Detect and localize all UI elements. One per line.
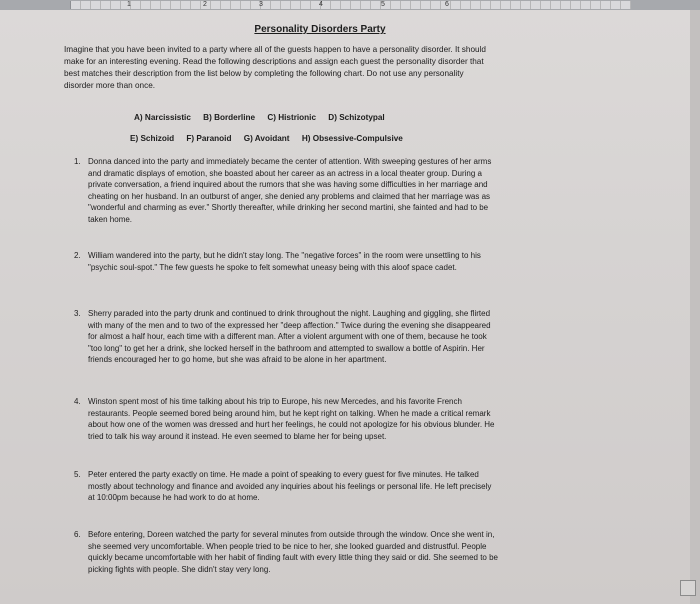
- ruler-tick: 4: [319, 1, 323, 8]
- option-label: H) Obsessive-Compulsive: [301, 134, 403, 143]
- option-label: F) Paranoid: [186, 134, 232, 143]
- document-title: Personality Disorders Party: [254, 24, 386, 35]
- ruler-marks: [71, 1, 631, 9]
- ruler-track: [70, 1, 631, 9]
- ruler-tick: 2: [203, 1, 207, 8]
- question-text: Peter entered the party exactly on time. He made a point of speaking to every guest for five minutes. He talked mostly about technology and finance and avoided any inquiries about his feelings or personal life. He left precisely at 10:00pm because he had work to do at home.: [88, 470, 492, 503]
- question-item: [74, 396, 498, 442]
- question-number: 1.: [74, 157, 81, 166]
- document-page[interactable]: [0, 10, 700, 604]
- option-label: G) Avoidant: [243, 134, 290, 143]
- question-text: Donna danced into the party and immediately became the center of attention. With sweeping gestures of her arms and dramatic displays of emotion, she boasted about her career as an actress in a local theater group. During a private conversation, a friend inquired about the rumors that she was having some difficulties in her marriage and cheating on her husband. In an outburst of anger, she denied any problems and claimed that her marriage was as "wonderful and charming as ever." Shortly thereafter, while drinking her second martini, she fainted and had to be taken home.: [88, 157, 492, 224]
- ruler-tick: 5: [381, 1, 385, 8]
- question-item: [74, 529, 499, 575]
- scrollbar[interactable]: [690, 10, 700, 604]
- question-number: 2.: [74, 251, 81, 260]
- question-text: Winston spent most of his time talking about his trip to Europe, his new Mercedes, and his favorite French restaurants. People seemed bored being around him, but he kept right on talking. When he made a critical remark about how one of the women was dressed and hurt her feelings, he could not apologize for his obvious blunder. He tried to talk his way around it instead. He even seemed to blame her for being upset.: [88, 397, 495, 441]
- question-number: 3.: [74, 309, 81, 318]
- option-label: B) Borderline: [203, 113, 256, 122]
- option-label: E) Schizoid: [130, 134, 175, 143]
- question-number: 5.: [74, 470, 81, 479]
- options-row-1: [134, 113, 395, 122]
- question-item: [74, 156, 498, 226]
- question-text: William wandered into the party, but he didn't stay long. The "negative forces" in the room were unsettling to his "psychic soul-spot." The few guests he spoke to felt somewhat uneasy being with this aloof space cadet.: [88, 251, 481, 272]
- question-item: [74, 308, 498, 366]
- question-text: Sherry paraded into the party drunk and continued to drink throughout the night. Laughing and giggling, she flirted with many of the men and to two of the expressed her "deep affection." Twice during the evening she disappeared for almost a half hour, each time with a different man. After a violent argument with one of them, because he took "too long" to get her a drink, she locked herself in the bathroom and attempted to swallow a bottle of Aspirin. Her friends encouraged her to go home, but she was afraid to be alone in her apartment.: [88, 309, 491, 365]
- ruler: [0, 0, 700, 10]
- question-number: 6.: [74, 530, 81, 539]
- question-item: [74, 250, 498, 273]
- resize-corner-icon[interactable]: [680, 580, 696, 596]
- question-number: 4.: [74, 397, 81, 406]
- question-text: Before entering, Doreen watched the party for several minutes from outside through the window. Once she went in, she seemed very uncomfortable. When people tried to be nice to her, she looked guarded and distrustful. People quickly became uncomfortable with her habit of finding fault with every little thing they said or did. She seemed to be picking fights with people. She didn't stay very long.: [88, 530, 499, 574]
- option-label: C) Histrionic: [267, 113, 317, 122]
- ruler-tick: 1: [127, 1, 131, 8]
- ruler-tick: 3: [259, 1, 263, 8]
- options-row-2: [130, 134, 413, 143]
- option-label: A) Narcissistic: [134, 113, 191, 122]
- question-item: [74, 469, 498, 504]
- intro-paragraph: Imagine that you have been invited to a party where all of the guests happen to have a personality disorder. It should make for an interesting evening. Read the following descriptions and assign each guest the personality disorder that best matches their description from the list below by completing the following chart. Do not use any personality disorder more than once.: [64, 45, 486, 90]
- ruler-tick: 6: [445, 1, 449, 8]
- option-label: D) Schizotypal: [328, 113, 385, 122]
